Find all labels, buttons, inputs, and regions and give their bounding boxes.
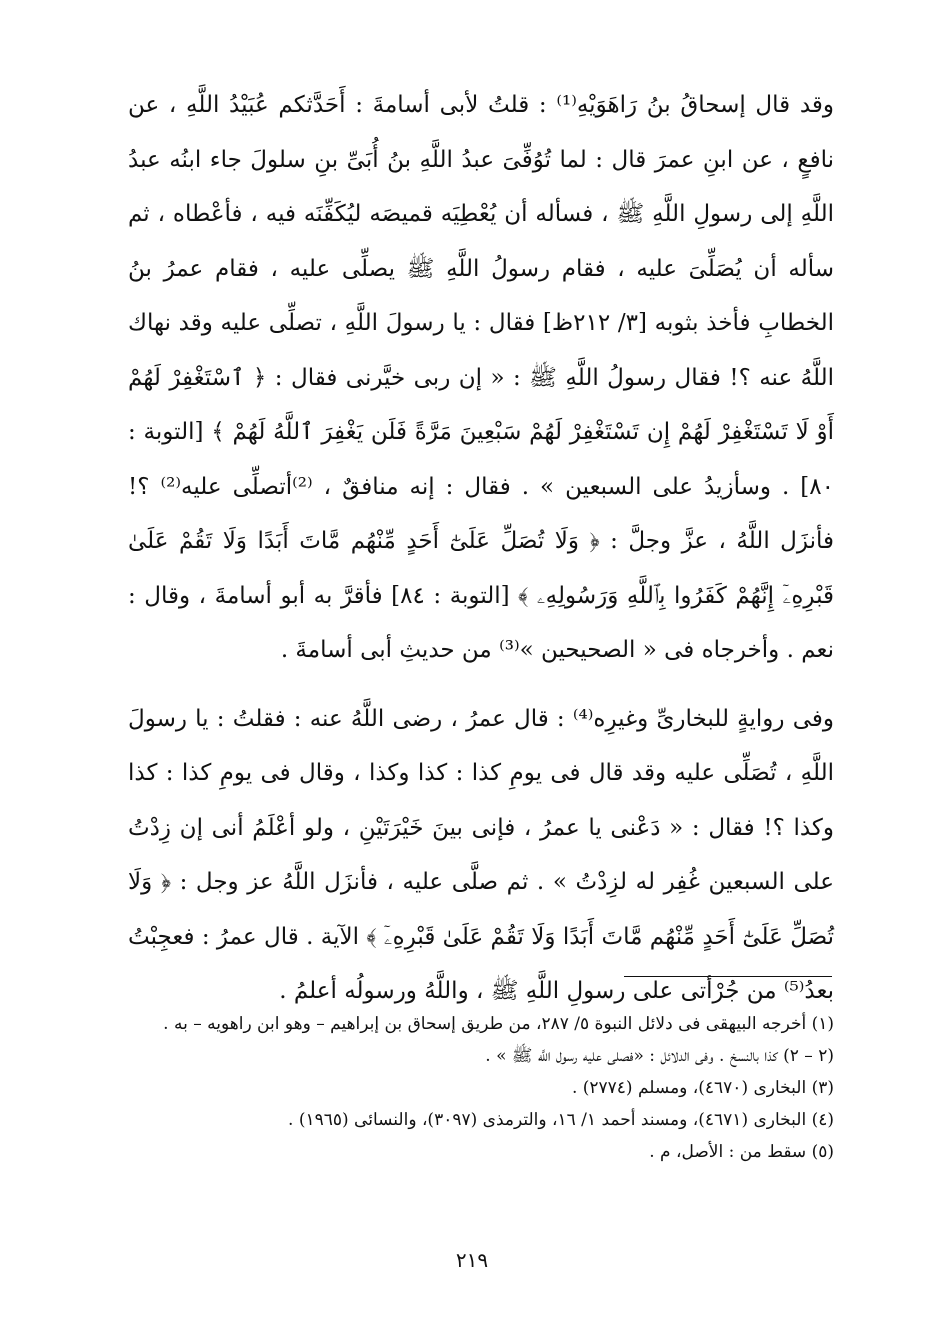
paragraph-1: وقد قال إسحاقُ بنُ رَاهَوَيْهِ⁽¹⁾ : قلتُ لأبى أسامةَ : أَحَدَّثكم عُبَيْدُ اللَّهِ ، عن نافعٍ ، عن ابنِ عمرَ قال : لما تُوُفِّىَ عبدُ اللَّهِ بنُ أُبَىِّ بنِ سلولَ جاء ابنُه عبدُ اللَّهِ إلى رسولِ اللَّهِ ﷺ ، فسأله أن يُعْطِيَه قميصَه ليُكَفِّنَه فيه ، فأعْطاه ، ثم سأله أن يُصَلِّىَ عليه ، فقام رسولُ اللَّهِ ﷺ يصلِّى عليه ، فقام عمرُ بنُ الخطابِ فأخذ بثوبه [٣/ ٢١٢ظ] فقال : يا رسولَ اللَّهِ ، تصلِّى عليه وقد نهاك اللَّهُ عنه ؟! فقال رسولُ اللَّهِ ﷺ : « إن ربى خيَّرنى فقال : ﴿ ٱسْتَغْفِرْ لَهُمْ أَوْ لَا تَسْتَغْفِرْ لَهُمْ إِن تَسْتَغْفِرْ لَهُمْ سَبْعِينَ مَرَّةً فَلَن يَغْفِرَ ٱللَّهُ لَهُمْ ﴾ [التوبة : ٨٠] . وسأزيدُ على السبعين » . فقال : إنه منافقٌ ، ⁽²⁾أتصلِّى عليه⁽²⁾ ؟! فأنزَل اللَّهُ ، عزَّ وجلَّ : ﴿ وَلَا تُصَلِّ عَلَىٰٓ أَحَدٍ مِّنْهُم مَّاتَ أَبَدًا وَلَا تَقُمْ عَلَىٰ قَبْرِهِۦٓ إِنَّهُمْ كَفَرُوا بِٱللَّهِ وَرَسُولِهِۦ ﴾ [التوبة : ٨٤] فأقرَّ به أبو أسامةَ ، وقال : نعم . وأخرجاه فى « الصحيحين »⁽³⁾ من حديثِ أبى أسامةَ .	[128, 92, 835, 663]
footnote-separator	[624, 976, 832, 977]
page-number: ٢١٩	[455, 1248, 489, 1272]
footnote-1: (١) أخرجه البيهقى فى دلائل النبوة ٥/ ٢٨٧، من طريق إسحاق بن إبراهيم – وهو ابن راهويه – به .	[163, 1014, 834, 1034]
footnote-2: (٢ – ٢) كذا بالنسخ . وفى الدلائل : «فصلى عليه رسول اللَّه ﷺ » .	[485, 1046, 834, 1066]
footnotes	[128, 1008, 834, 1168]
footnote-3: (٣) البخارى (٤٦٧٠)، ومسلم (٢٧٧٤) .	[571, 1078, 834, 1098]
paragraph-2: وفى روايةٍ للبخارىِّ وغيرِه⁽⁴⁾ : قال عمرُ ، رضى اللَّهُ عنه : فقلتُ : يا رسولَ اللَّهِ ، تُصَلِّى عليه وقد قال فى يومِ كذا : كذا وكذا ، وقال فى يومِ كذا : كذا وكذا ؟! فقال : « دَعْنى يا عمرُ ، فإنى بينَ خَيْرَتَيْنِ ، ولو أعْلَمُ أنى إن زِدْتُ على السبعين غُفِر له لزِدْتُ » . ثم صلَّى عليه ، فأنزَل اللَّهُ عز وجل : ﴿ وَلَا تُصَلِّ عَلَىٰٓ أَحَدٍ مِّنْهُم مَّاتَ أَبَدًا وَلَا تَقُمْ عَلَىٰ قَبْرِهِۦٓ ﴾ الآية . قال عمرُ : فعجِبْتُ بعدُ⁽⁵⁾ من جُرْأتى على رسولِ اللَّهِ ﷺ ، واللَّهُ ورسولُه أعلمُ .	[128, 705, 834, 1004]
main-text	[128, 78, 834, 1019]
footnote-4: (٤) البخارى (٤٦٧١)، ومسند أحمد ١/ ١٦، والترمذى (٣٠٩٧)، والنسائى (١٩٦٥) .	[288, 1110, 834, 1130]
footnote-5: (٥) سقط من : الأصل، م .	[649, 1142, 834, 1162]
